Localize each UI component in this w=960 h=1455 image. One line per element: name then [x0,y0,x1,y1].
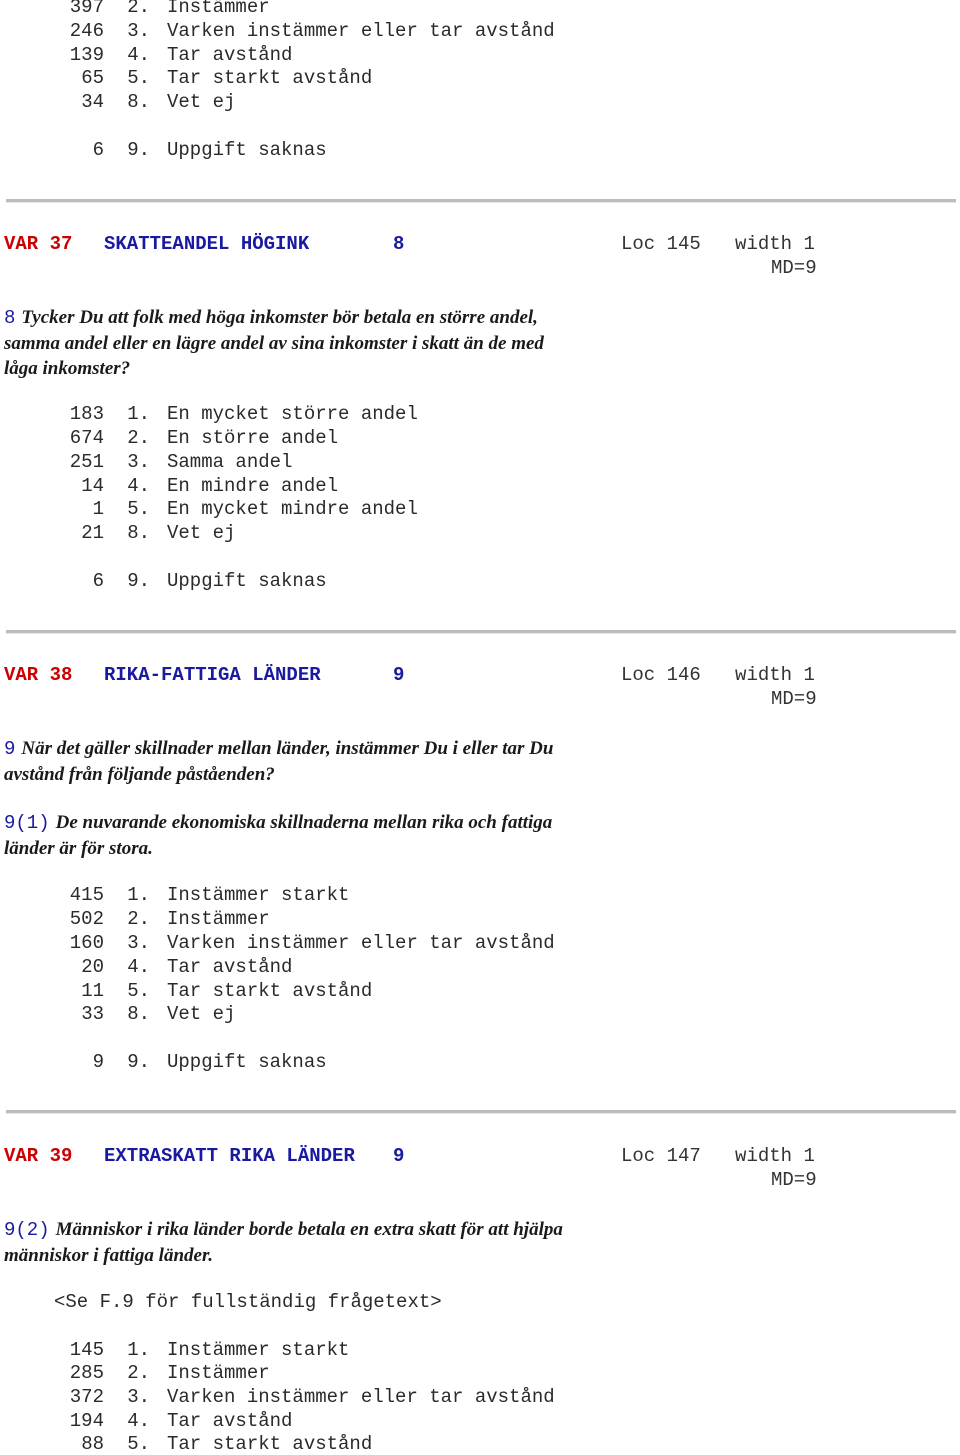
var-name: SKATTEANDEL HÖGINK [104,233,310,255]
missing-row: 6 9. Uppgift saknas [92,570,327,592]
question-text: 8 Tycker Du att folk med höga inkomster bör betala en större andel, samma andel eller en lägre andel av sina inkomster i skatt än de med låga inkomster? [4,307,544,379]
question-text: 9 När det gäller skillnader mellan länder, instämmer Du i eller tar Du avstånd från följande påståenden? [4,738,554,785]
response-row: 1 5. En mycket mindre andel [92,498,418,520]
missing-data-code: MD=9 [771,257,817,279]
missing-row: 9 9. Uppgift saknas [92,1051,327,1073]
location-width: Loc 147 width 1 [621,1145,815,1167]
response-row: 34 8. Vet ej [81,91,236,113]
response-row: 194 4. Tar avstånd [69,1410,293,1432]
response-row: 372 3. Varken instämmer eller tar avstånd [69,1386,555,1408]
location-width: Loc 146 width 1 [621,664,815,686]
response-row: 251 3. Samma andel [69,451,293,473]
question-number: 9 [393,664,405,686]
full-text-note: <Se F.9 för fullständig frågetext> [54,1291,442,1313]
var-id: VAR 38 [4,664,73,686]
response-row: 183 1. En mycket större andel [69,403,418,425]
var-name: RIKA-FATTIGA LÄNDER [104,664,321,686]
response-row: 502 2. Instämmer [69,908,270,930]
response-row: 65 5. Tar starkt avstånd [81,67,373,89]
response-row: 415 1. Instämmer starkt [69,884,350,906]
response-row: 145 1. Instämmer starkt [69,1339,350,1361]
var-name: EXTRASKATT RIKA LÄNDER [104,1145,355,1167]
response-row: 674 2. En större andel [69,427,339,449]
section-divider [6,1110,956,1114]
response-row: 160 3. Varken instämmer eller tar avstånd [69,932,555,954]
response-row: 285 2. Instämmer [69,1362,270,1384]
var-id: VAR 39 [4,1145,73,1167]
section-divider [6,630,956,634]
response-row: 20 4. Tar avstånd [81,956,293,978]
response-row: 246 3. Varken instämmer eller tar avstånd [69,20,555,42]
question-number: 9 [393,1145,405,1167]
response-row: 397 2. Instämmer [69,0,270,18]
response-row: 21 8. Vet ej [81,522,236,544]
response-row: 11 5. Tar starkt avstånd [81,980,373,1002]
missing-data-code: MD=9 [771,688,817,710]
missing-row: 6 9. Uppgift saknas [92,139,327,161]
response-row: 139 4. Tar avstånd [69,44,293,66]
response-row: 88 5. Tar starkt avstånd [81,1433,373,1455]
question-number: 8 [393,233,405,255]
section-divider [6,199,956,203]
var-id: VAR 37 [4,233,73,255]
missing-data-code: MD=9 [771,1169,817,1191]
response-row: 33 8. Vet ej [81,1003,236,1025]
location-width: Loc 145 width 1 [621,233,815,255]
question-text: 9(2) Människor i rika länder borde betala en extra skatt för att hjälpa människor i fattiga länder. [4,1219,563,1266]
response-row: 14 4. En mindre andel [81,475,339,497]
subquestion-text: 9(1) De nuvarande ekonomiska skillnaderna mellan rika och fattiga länder är för stora. [4,812,553,859]
